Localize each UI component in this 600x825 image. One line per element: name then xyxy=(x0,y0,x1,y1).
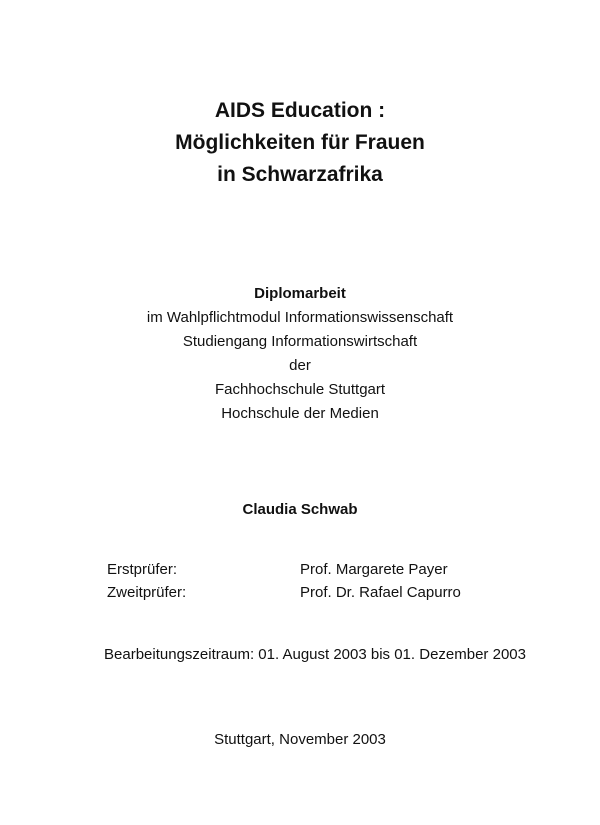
place-date: Stuttgart, November 2003 xyxy=(214,731,386,748)
examiner-name: Prof. Dr. Rafael Capurro xyxy=(300,584,461,601)
author-name: Claudia Schwab xyxy=(242,501,358,518)
thesis-module: im Wahlpflichtmodul Informationswissenschaft xyxy=(146,309,454,326)
examiner-name: Prof. Margarete Payer xyxy=(300,561,448,578)
examiner-role: Zweitprüfer: xyxy=(107,584,187,601)
thesis-title xyxy=(0,95,600,191)
examiners-block xyxy=(107,558,461,604)
thesis-university: Fachhochschule Stuttgart xyxy=(214,381,386,398)
thesis-info xyxy=(0,282,600,426)
examiner-row xyxy=(107,581,461,604)
thesis-program: Studiengang Informationswirtschaft xyxy=(182,333,418,350)
examiner-row xyxy=(107,558,461,581)
thesis-school: Hochschule der Medien xyxy=(221,405,379,422)
title-line-1: AIDS Education : xyxy=(214,99,386,122)
examiner-role: Erstprüfer: xyxy=(107,561,178,578)
title-line-2: Möglichkeiten für Frauen xyxy=(175,131,425,154)
thesis-der: der xyxy=(289,357,311,374)
work-period: Bearbeitungszeitraum: 01. August 2003 bis 01. Dezember 2003 xyxy=(104,646,526,663)
thesis-type: Diplomarbeit xyxy=(254,285,346,302)
title-line-3: in Schwarzafrika xyxy=(217,163,383,186)
